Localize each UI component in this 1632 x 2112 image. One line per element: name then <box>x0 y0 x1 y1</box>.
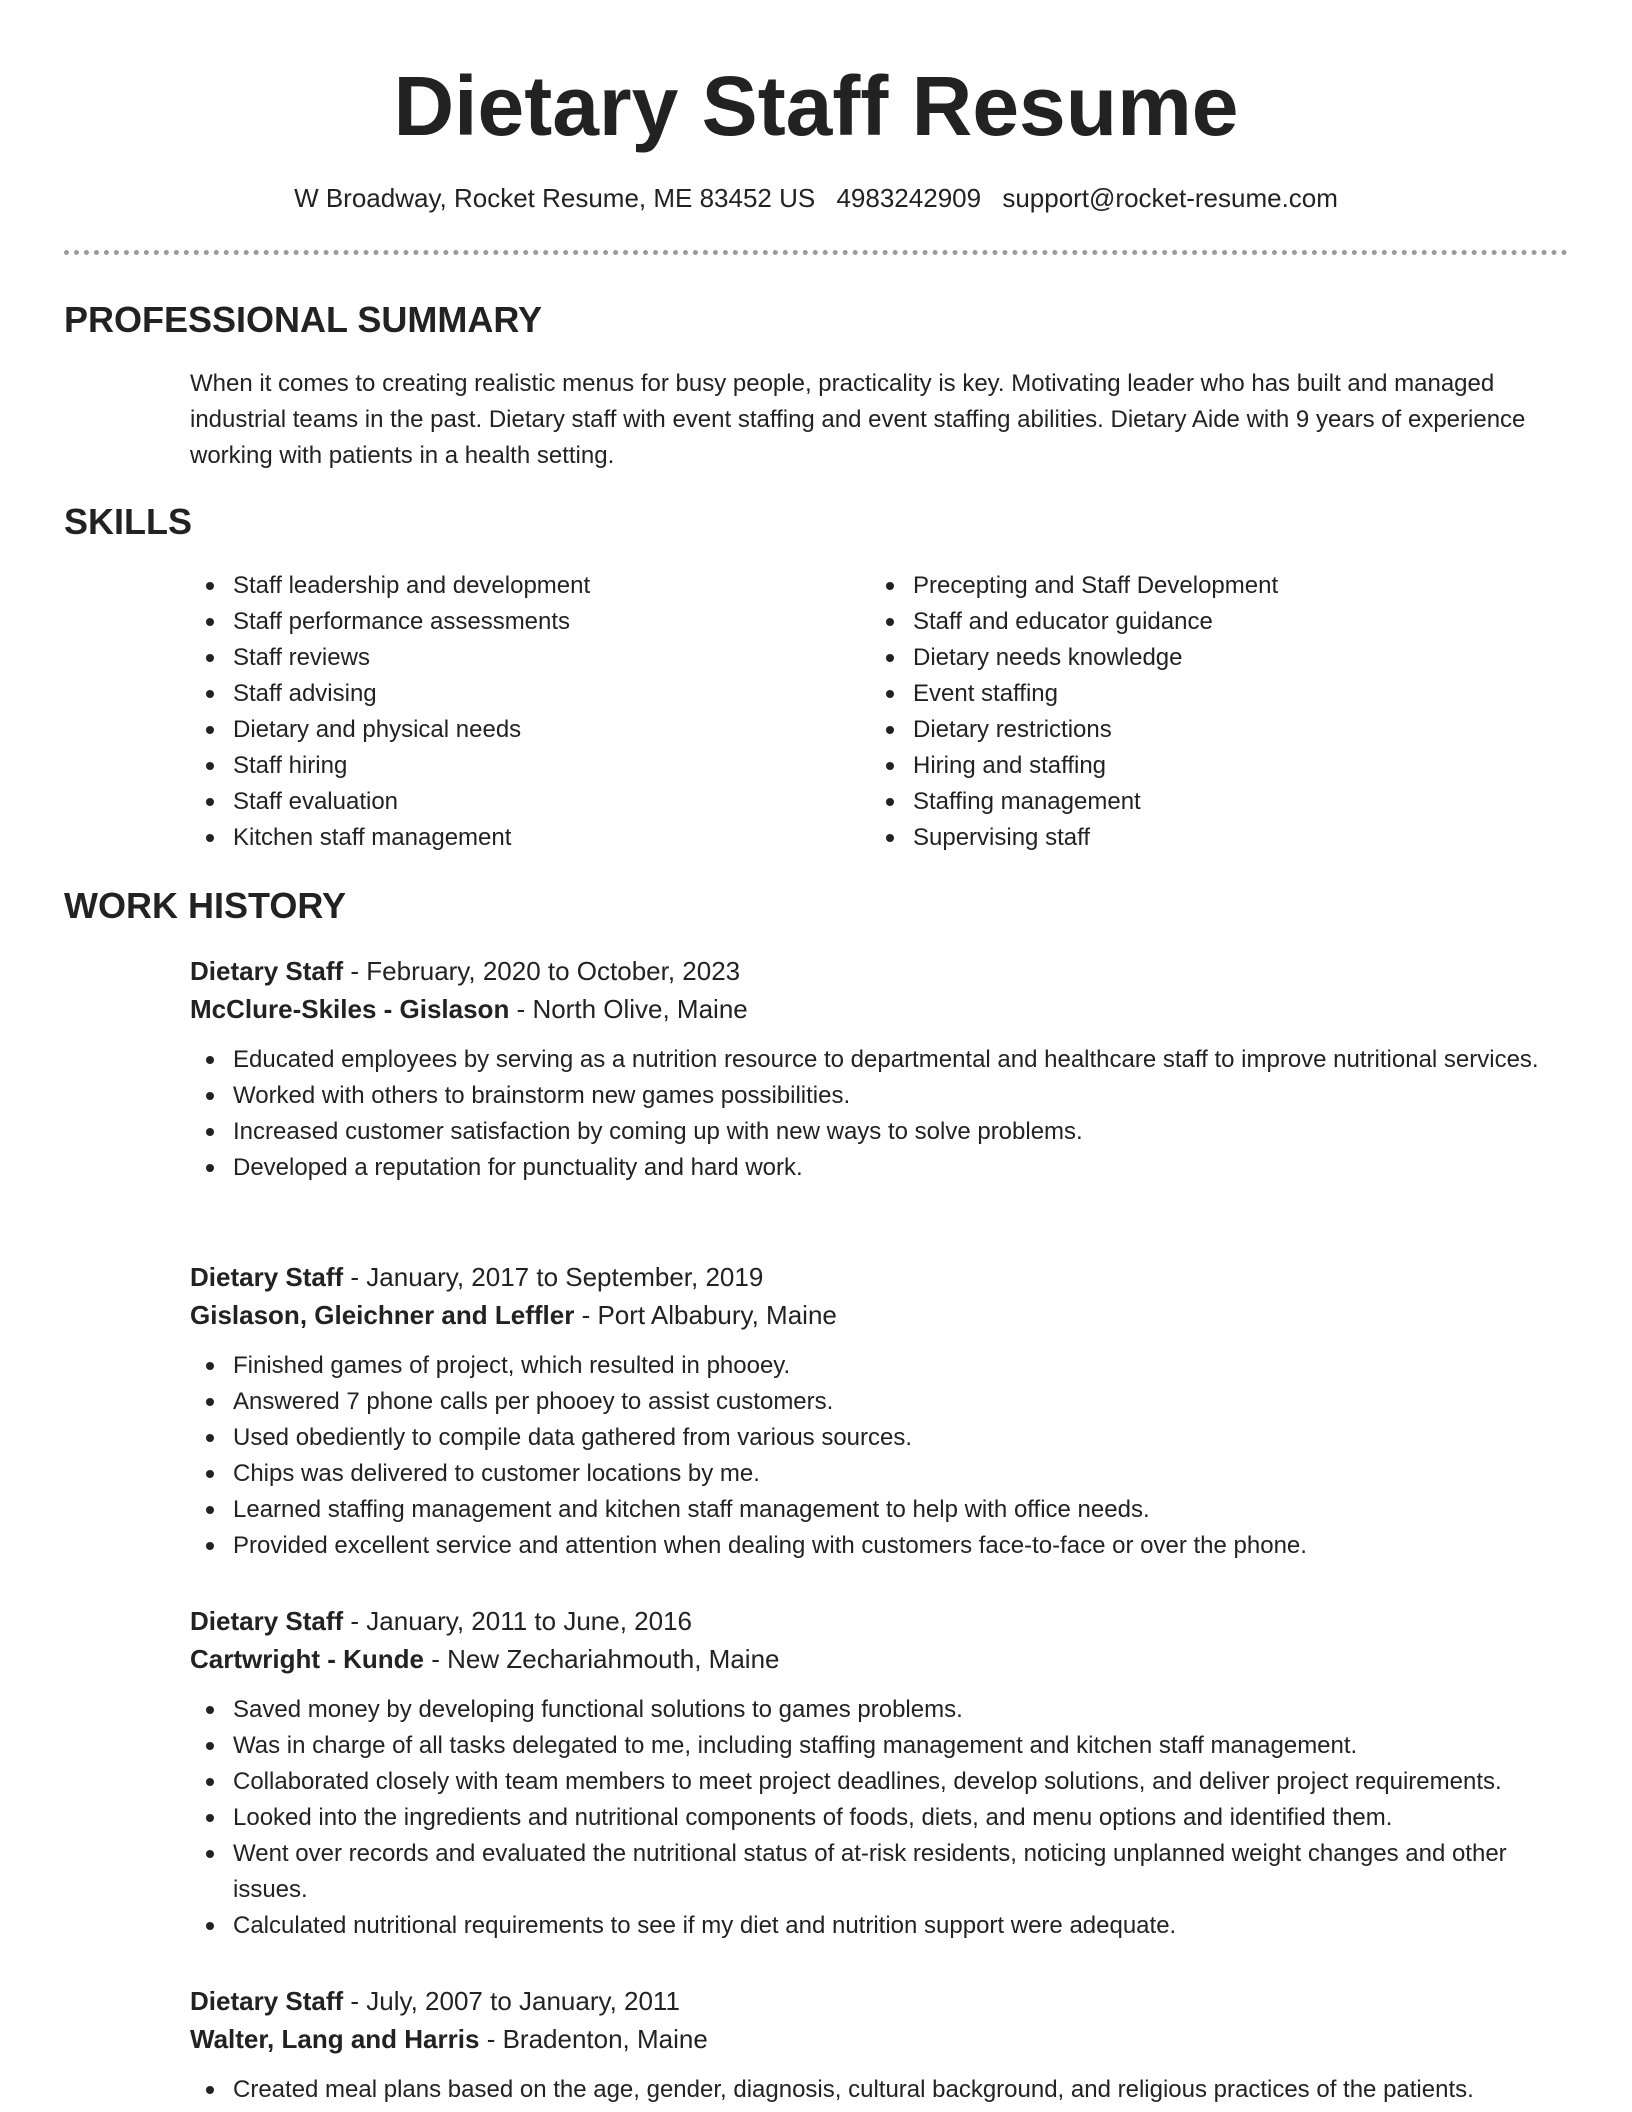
job-company: McClure-Skiles - Gislason <box>190 994 510 1024</box>
job-dates: - January, 2011 to June, 2016 <box>350 1606 692 1636</box>
job-bullets <box>190 1692 1570 1944</box>
skill-item: Staff evaluation <box>190 784 870 820</box>
job-title-line <box>190 1982 1570 2020</box>
job-bullets <box>190 2072 1570 2108</box>
job-entry <box>190 1258 1570 1564</box>
contact-email: support@rocket-resume.com <box>1002 183 1338 213</box>
skill-item: Dietary restrictions <box>870 712 1550 748</box>
skill-item: Dietary and physical needs <box>190 712 870 748</box>
job-title-line <box>190 952 1570 990</box>
job-company-line <box>190 2020 1570 2058</box>
skill-item: Event staffing <box>870 676 1550 712</box>
skill-item: Hiring and staffing <box>870 748 1550 784</box>
skill-item: Staff hiring <box>190 748 870 784</box>
skill-item: Precepting and Staff Development <box>870 568 1550 604</box>
job-bullet: Created meal plans based on the age, gender, diagnosis, cultural background, and religious practices of the patients. <box>190 2072 1570 2108</box>
summary-text: When it comes to creating realistic menus for busy people, practicality is key. Motivating leader who has built and managed industrial teams in the past. Dietary staff with event staffing and event staffing abilities. Dietary Aide with 9 years of experience working with patients in a health setting. <box>190 370 1526 469</box>
job-dates: - July, 2007 to January, 2011 <box>350 1986 680 2016</box>
job-company: Walter, Lang and Harris <box>190 2024 480 2054</box>
job-title-line <box>190 1258 1570 1296</box>
skill-item: Staff reviews <box>190 640 870 676</box>
job-bullet: Learned staffing management and kitchen staff management to help with office needs. <box>190 1492 1570 1528</box>
skill-item: Staff performance assessments <box>190 604 870 640</box>
job-bullet: Calculated nutritional requirements to see if my diet and nutrition support were adequate. <box>190 1908 1570 1944</box>
job-bullet: Went over records and evaluated the nutritional status of at-risk residents, noticing unplanned weight changes and other issues. <box>190 1836 1570 1908</box>
job-bullet: Worked with others to brainstorm new games possibilities. <box>190 1078 1570 1114</box>
job-bullet: Was in charge of all tasks delegated to me, including staffing management and kitchen staff management. <box>190 1728 1570 1764</box>
work-history-heading: WORK HISTORY <box>64 885 347 926</box>
job-bullet: Used obediently to compile data gathered from various sources. <box>190 1420 1570 1456</box>
job-company-line <box>190 990 1570 1028</box>
skill-item: Kitchen staff management <box>190 820 870 856</box>
job-location: - North Olive, Maine <box>516 994 748 1024</box>
contact-phone: 4983242909 <box>836 183 982 213</box>
job-dates: - February, 2020 to October, 2023 <box>350 956 741 986</box>
job-bullet: Collaborated closely with team members to meet project deadlines, develop solutions, and deliver project requirements. <box>190 1764 1570 1800</box>
job-bullet: Answered 7 phone calls per phooey to assist customers. <box>190 1384 1570 1420</box>
job-company-line <box>190 1296 1570 1334</box>
skill-item: Staffing management <box>870 784 1550 820</box>
job-bullet: Provided excellent service and attention when dealing with customers face-to-face or over the phone. <box>190 1528 1570 1564</box>
header-divider <box>64 250 1568 255</box>
job-bullet: Increased customer satisfaction by coming up with new ways to solve problems. <box>190 1114 1570 1150</box>
job-role: Dietary Staff <box>190 1262 344 1292</box>
skills-column-left <box>190 568 870 856</box>
skill-item: Dietary needs knowledge <box>870 640 1550 676</box>
job-role: Dietary Staff <box>190 1606 344 1636</box>
job-company-line <box>190 1640 1570 1678</box>
contact-address: W Broadway, Rocket Resume, ME 83452 US <box>294 183 816 213</box>
job-bullet: Chips was delivered to customer locations by me. <box>190 1456 1570 1492</box>
job-bullets <box>190 1042 1570 1186</box>
job-company: Gislason, Gleichner and Leffler <box>190 1300 575 1330</box>
skills-column-right <box>870 568 1550 856</box>
job-bullet: Looked into the ingredients and nutritional components of foods, diets, and menu options and identified them. <box>190 1800 1570 1836</box>
job-company: Cartwright - Kunde <box>190 1644 424 1674</box>
skill-item: Staff and educator guidance <box>870 604 1550 640</box>
job-entry <box>190 952 1570 1186</box>
job-location: - Bradenton, Maine <box>486 2024 708 2054</box>
skill-item: Staff advising <box>190 676 870 712</box>
job-entry <box>190 1602 1570 1944</box>
contact-line <box>0 180 1632 216</box>
job-dates: - January, 2017 to September, 2019 <box>350 1262 764 1292</box>
job-bullet: Educated employees by serving as a nutrition resource to departmental and healthcare staff to improve nutritional services. <box>190 1042 1570 1078</box>
job-entry <box>190 1982 1570 2108</box>
job-location: - New Zechariahmouth, Maine <box>431 1644 780 1674</box>
job-role: Dietary Staff <box>190 1986 344 2016</box>
job-title-line <box>190 1602 1570 1640</box>
skill-item: Supervising staff <box>870 820 1550 856</box>
job-bullets <box>190 1348 1570 1564</box>
skills-list <box>190 568 1570 856</box>
resume-title: Dietary Staff Resume <box>393 59 1239 153</box>
skills-heading: SKILLS <box>64 501 193 542</box>
job-role: Dietary Staff <box>190 956 344 986</box>
job-location: - Port Albabury, Maine <box>581 1300 837 1330</box>
job-bullet: Finished games of project, which resulted in phooey. <box>190 1348 1570 1384</box>
job-bullet: Saved money by developing functional solutions to games problems. <box>190 1692 1570 1728</box>
skill-item: Staff leadership and development <box>190 568 870 604</box>
job-bullet: Developed a reputation for punctuality and hard work. <box>190 1150 1570 1186</box>
summary-heading: PROFESSIONAL SUMMARY <box>64 299 543 340</box>
